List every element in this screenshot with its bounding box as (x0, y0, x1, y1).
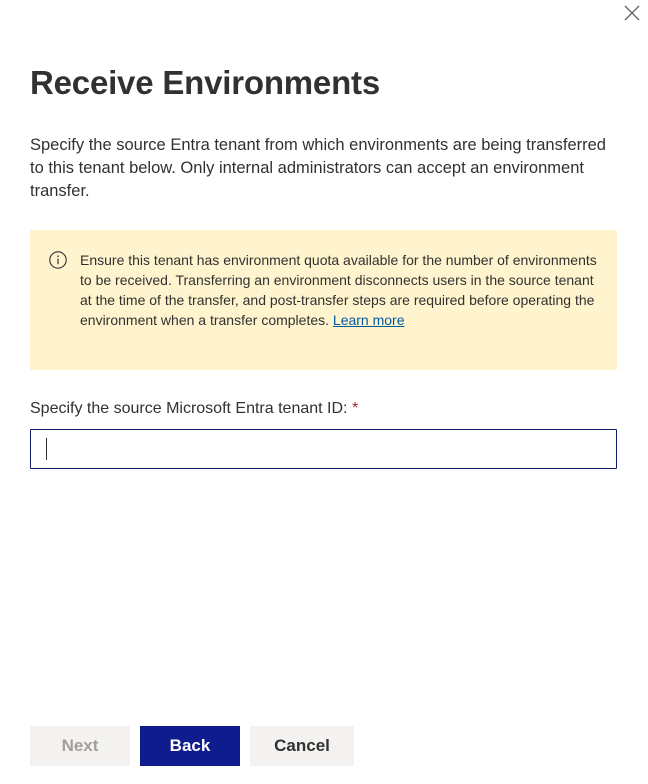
cancel-button[interactable]: Cancel (250, 726, 354, 766)
dialog-description: Specify the source Entra tenant from which environments are being transferred to this tenant below. Only internal administrators can accept an environment transfer. (30, 136, 606, 200)
required-marker: * (351, 400, 359, 417)
learn-more-link[interactable]: Learn more (332, 312, 405, 328)
warning-message-bar (30, 230, 617, 370)
page-title: Receive Environments (30, 64, 380, 101)
warning-text (80, 250, 597, 370)
back-button[interactable]: Back (140, 726, 240, 766)
text-cursor (46, 438, 47, 460)
close-icon (624, 5, 640, 21)
tenant-id-label-text: Specify the source Microsoft Entra tenant ID: (30, 400, 348, 417)
tenant-id-label (30, 400, 358, 418)
info-icon (48, 250, 68, 370)
next-button[interactable]: Next (30, 726, 130, 766)
tenant-id-input[interactable] (30, 429, 617, 469)
close-button[interactable] (620, 2, 644, 24)
warning-body: Ensure this tenant has environment quota available for the number of environments to be received. Transferring an environment disconnects users in the source tenant at the time of the transfer, and post-transfer steps are required before operating the environment when a transfer completes. (80, 252, 597, 328)
